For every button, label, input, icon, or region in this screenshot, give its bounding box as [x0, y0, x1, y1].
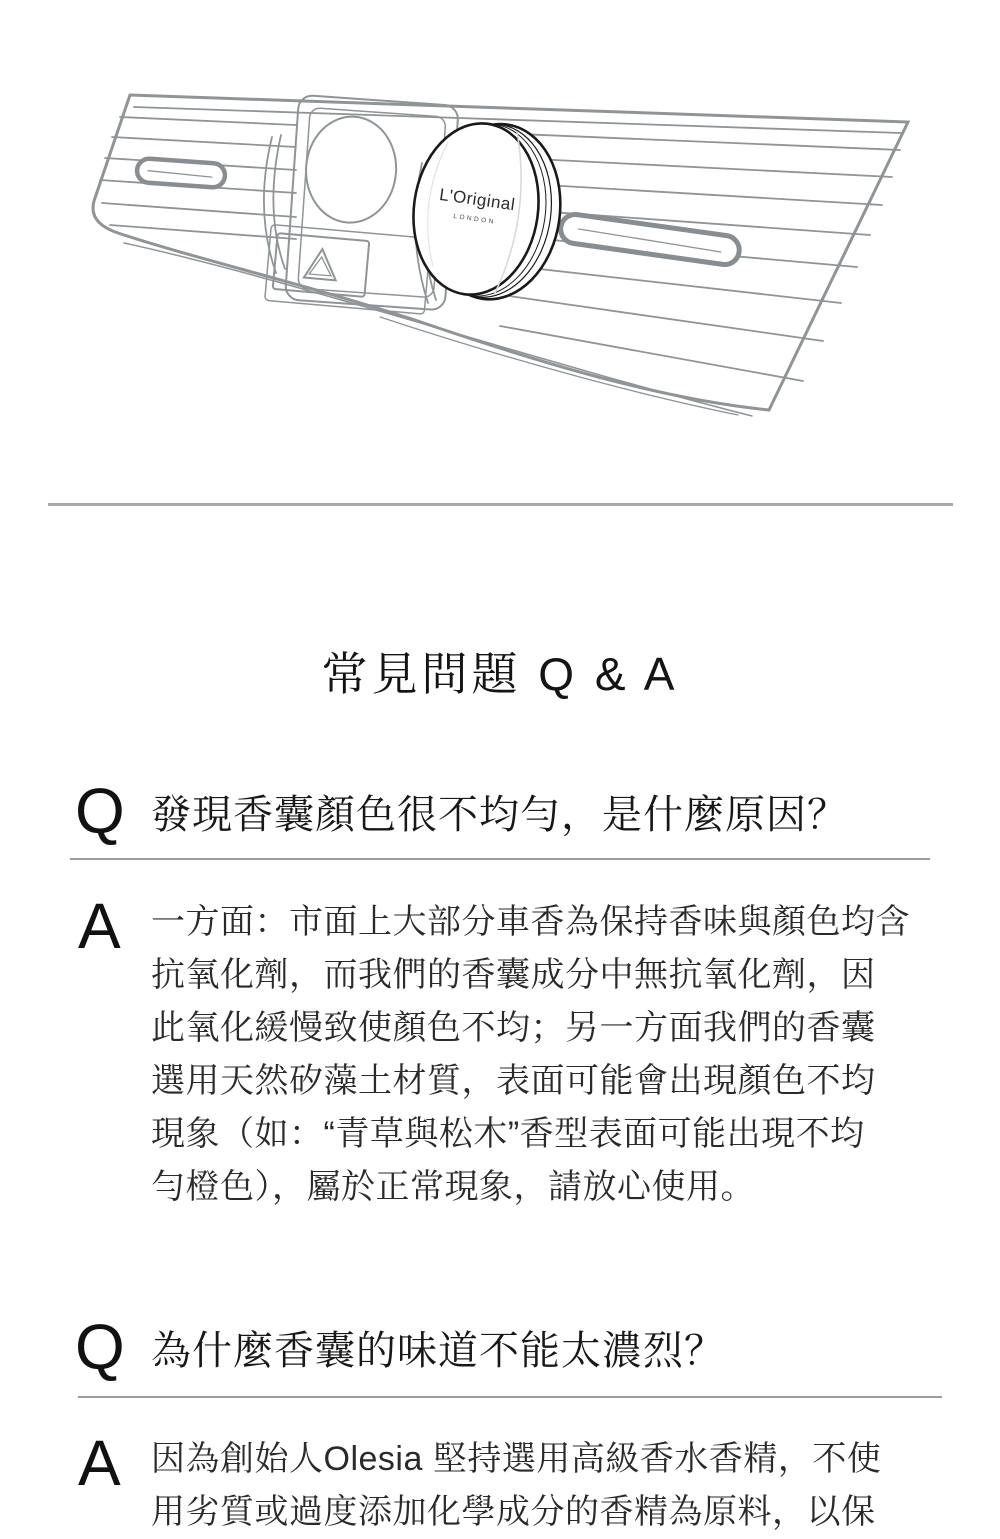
answer-paragraph — [130, 896, 921, 1214]
page-title: 常見問題 Q & A — [321, 648, 679, 700]
answer-line: 因為創始人Olesia 堅持選用高級香水香精，不使 — [151, 1440, 882, 1478]
faq-question-row — [75, 1311, 725, 1383]
question-text: 發現香囊顏色很不均勻，是什麼原因？ — [151, 792, 848, 837]
a-letter: A — [78, 1427, 121, 1499]
answer-line: 此氧化緩慢致使顏色不均；另一方面我們的香囊 — [151, 1009, 876, 1047]
question-divider — [70, 858, 930, 860]
question-text: 為什麼香囊的味道不能太濃烈？ — [151, 1328, 725, 1373]
faq-question-row — [75, 775, 848, 847]
brand-name-text: L'Original — [438, 184, 517, 215]
brand-city-text: LONDON — [452, 212, 497, 226]
q-letter: Q — [75, 1311, 125, 1383]
answer-line: 抗氧化劑，而我們的香囊成分中無抗氧化劑，因 — [151, 956, 876, 994]
answer-line: 一方面：市面上大部分車香為保持香味與顏色均含 — [151, 903, 910, 941]
answer-line: 用劣質或過度添加化學成分的香精為原料，以保 — [151, 1493, 876, 1531]
faq-answer-row — [78, 1427, 921, 1539]
a-letter: A — [78, 890, 121, 962]
question-divider — [78, 1396, 942, 1398]
answer-paragraph — [130, 1433, 921, 1539]
answer-line: 現象（如：“青草與松木”香型表面可能出現不均 — [151, 1115, 865, 1153]
faq-answer-row — [78, 890, 921, 1214]
answer-line: 勻橙色），屬於正常現象，請放心使用。 — [151, 1168, 755, 1206]
q-letter: Q — [75, 775, 125, 847]
answer-line: 選用天然矽藻土材質，表面可能會出現顏色不均 — [151, 1062, 876, 1100]
